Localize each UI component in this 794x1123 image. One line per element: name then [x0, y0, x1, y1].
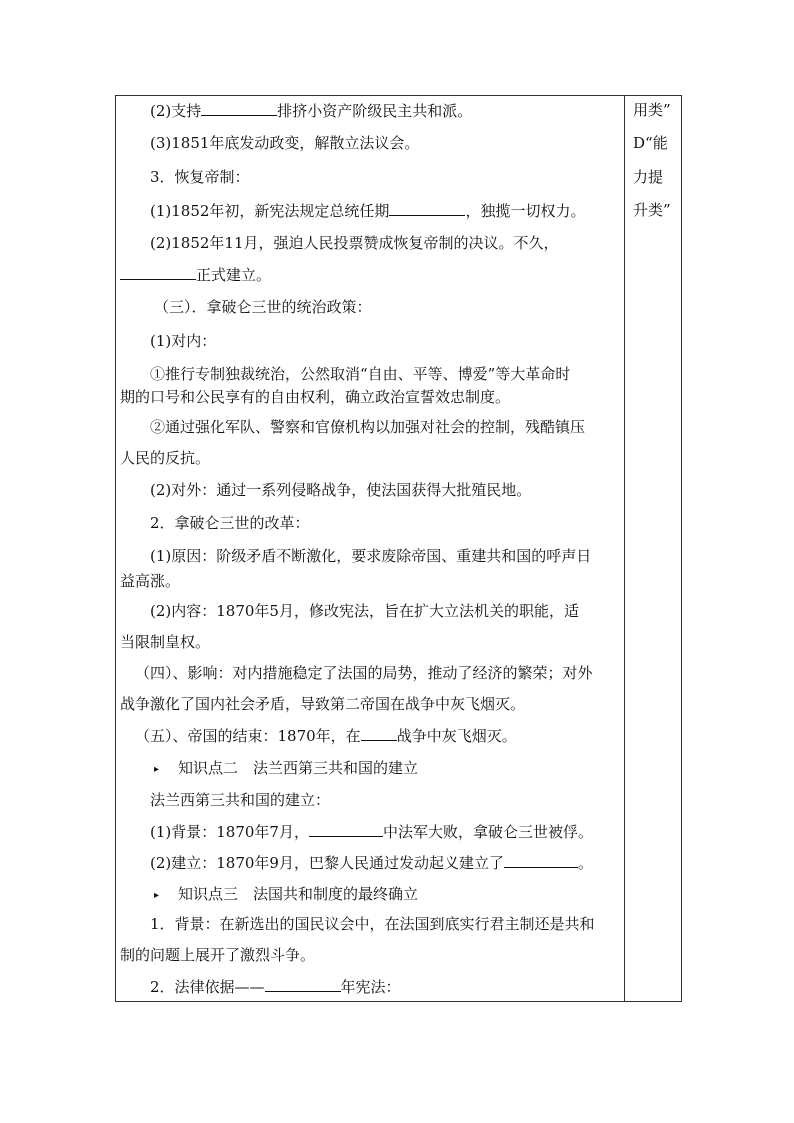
text-line: ①推行专制独裁统治，公然取消“自由、平等、博爱”等大革命时 — [150, 365, 571, 383]
text-line: 期的口号和公民享有的自由权利，确立政治宣誓效忠制度。 — [120, 388, 511, 406]
text-line: 2．拿破仑三世的改革： — [150, 514, 310, 532]
text-line: 2．法律依据—— 年宪法： — [150, 978, 401, 996]
content-cell — [116, 96, 624, 1001]
text-line: (2)建立：1870年9月，巴黎人民通过发动起义建立了 。 — [150, 854, 593, 872]
fill-blank[interactable] — [265, 976, 341, 992]
section-heading: （三）．拿破仑三世的统治政策： — [154, 298, 372, 316]
fill-blank[interactable] — [389, 200, 465, 216]
side-note-line: 升类” — [633, 201, 671, 219]
side-note-line: 力提 — [633, 168, 664, 186]
text-line: (2)支持 排挤小资产阶级民主共和派。 — [150, 102, 473, 120]
fill-blank[interactable] — [309, 821, 383, 837]
text-line: 战争激化了国内社会矛盾，导致第二帝国在战争中灰飞烟灭。 — [120, 695, 526, 713]
fill-blank[interactable] — [201, 100, 277, 116]
triangle-bullet-icon: ▸ — [154, 764, 160, 775]
fill-blank[interactable] — [361, 725, 397, 741]
text-line: 3．恢复帝制： — [150, 168, 250, 186]
text-line: (2)1852年11月，强迫人民投票赞成恢复帝制的决议。不久， — [150, 234, 559, 252]
text-line: (1)对内： — [150, 332, 217, 350]
section-heading: （五）、帝国的结束：1870年，在 战争中灰飞烟灭。 — [135, 727, 517, 745]
text-line: 益高涨。 — [120, 572, 181, 590]
text-line: (3)1851年底发动政变，解散立法议会。 — [150, 134, 420, 152]
knowledge-point-heading: ▸ 知识点二 法兰西第三共和国的建立 — [154, 758, 418, 780]
fill-blank[interactable] — [504, 852, 578, 868]
lesson-table — [115, 95, 682, 1002]
text-line: (2)对外：通过一系列侵略战争，使法国获得大批殖民地。 — [150, 481, 532, 499]
fill-blank[interactable] — [120, 264, 196, 280]
text-line: 人民的反抗。 — [120, 449, 211, 467]
side-note-line: 用类” — [633, 101, 671, 119]
triangle-bullet-icon: ▸ — [154, 890, 160, 901]
text-line: 当限制皇权。 — [120, 633, 211, 651]
side-note-line: D“能 — [633, 134, 668, 152]
text-line: (1)1852年初，新宪法规定总统任期 ，独揽一切权力。 — [150, 202, 586, 220]
text-line: ②通过强化军队、警察和官僚机构以加强对社会的控制，残酷镇压 — [150, 418, 586, 436]
section-heading: （四）、影响：对内措施稳定了法国的局势，推动了经济的繁荣；对外 — [135, 664, 593, 682]
text-line: (2)内容：1870年5月，修改宪法，旨在扩大立法机关的职能，适 — [150, 602, 579, 620]
knowledge-point-heading: ▸ 知识点三 法国共和制度的最终确立 — [154, 884, 418, 906]
text-line: (1)背景：1870年7月， 中法军大败，拿破仑三世被俘。 — [150, 823, 593, 841]
text-line: 法兰西第三共和国的建立： — [150, 791, 331, 809]
side-note-cell — [625, 96, 681, 1001]
text-line: 制的问题上展开了激烈斗争。 — [120, 946, 316, 964]
text-line: 1．背景：在新选出的国民议会中，在法国到底实行君主制还是共和 — [150, 915, 595, 933]
text-line: (1)原因：阶级矛盾不断激化，要求废除帝国、重建共和国的呼声日 — [150, 547, 592, 565]
text-line: 正式建立。 — [120, 264, 271, 285]
